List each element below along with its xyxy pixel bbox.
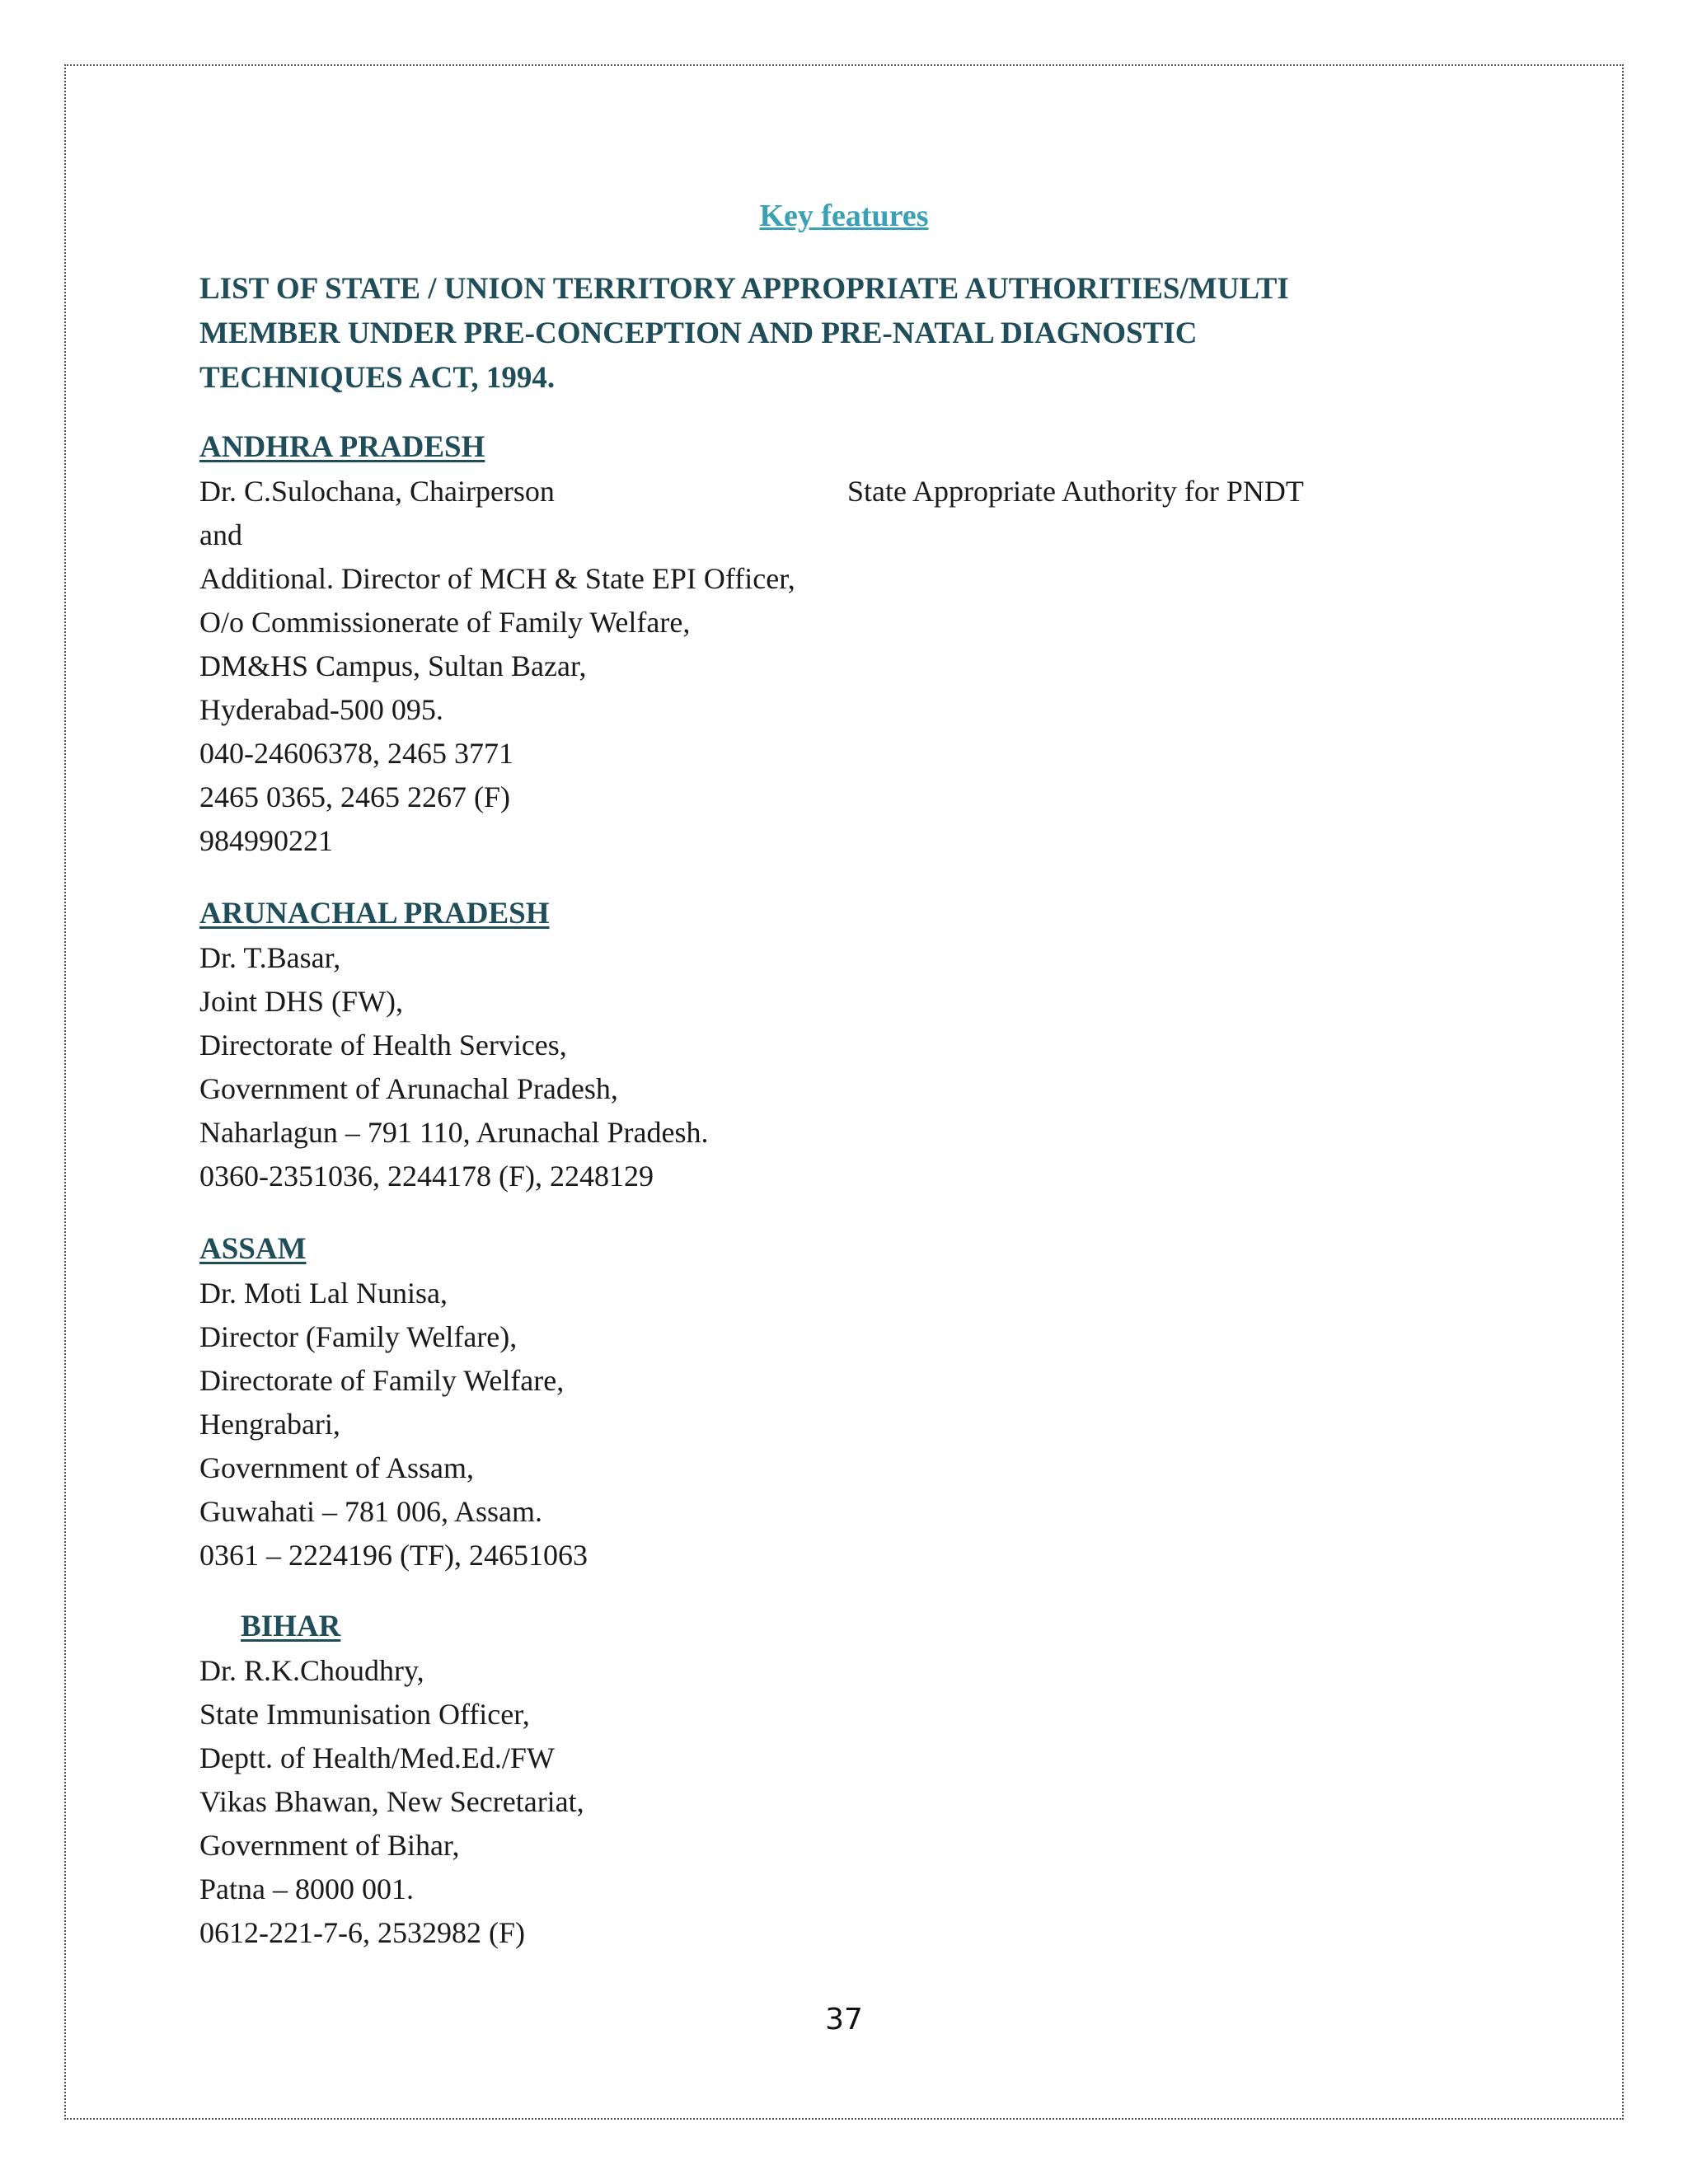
address-line: State Immunisation Officer, [199, 1698, 530, 1731]
section-andhra-pradesh [199, 425, 1436, 863]
address-line: Vikas Bhawan, New Secretariat, [199, 1785, 584, 1818]
address-line: Government of Bihar, [199, 1829, 460, 1862]
key-features-heading: Key features [759, 199, 929, 233]
phone-line: 0612-221-7-6, 2532982 (F) [199, 1916, 525, 1949]
address-line: Joint DHS (FW), [199, 985, 404, 1018]
contact-name: Dr. Moti Lal Nunisa, [199, 1277, 448, 1310]
contact-name: Dr. C.Sulochana, Chairperson [199, 475, 555, 508]
address-line: Deptt. of Health/Med.Ed./FW [199, 1741, 555, 1774]
address-line: and [199, 518, 242, 551]
section-heading: ANDHRA PRADESH [199, 430, 485, 464]
title-line: MEMBER UNDER PRE-CONCEPTION AND PRE-NATAL DIAGNOSTIC [199, 316, 1198, 350]
address-line: Government of Arunachal Pradesh, [199, 1072, 618, 1105]
page-number: 37 [825, 2003, 863, 2036]
phone-line: 040-24606378, 2465 3771 [199, 737, 513, 770]
section-assam [199, 1227, 1436, 1577]
contact-name-row [199, 470, 1436, 513]
address-line: Government of Assam, [199, 1451, 474, 1484]
address-line: Guwahati – 781 006, Assam. [199, 1495, 542, 1528]
address-line: Additional. Director of MCH & State EPI Officer, [199, 562, 795, 595]
address-line: Directorate of Family Welfare, [199, 1364, 565, 1397]
address-line: Hengrabari, [199, 1408, 340, 1441]
phone-line: 0360-2351036, 2244178 (F), 2248129 [199, 1160, 654, 1193]
section-arunachal-pradesh [199, 892, 1436, 1198]
section-heading: ARUNACHAL PRADESH [199, 897, 550, 930]
contact-name: Dr. T.Basar, [199, 941, 341, 974]
section-bihar [199, 1605, 1436, 1955]
address-line: Naharlagun – 791 110, Arunachal Pradesh. [199, 1116, 709, 1149]
title-line: TECHNIQUES ACT, 1994. [199, 361, 556, 395]
contact-role: State Appropriate Authority for PNDT [847, 475, 1304, 508]
contact-name: Dr. R.K.Choudhry, [199, 1654, 424, 1687]
document-title [199, 267, 1436, 401]
address-line: Hyderabad-500 095. [199, 693, 443, 726]
address-line: Patna – 8000 001. [199, 1872, 414, 1905]
address-line: Directorate of Health Services, [199, 1029, 567, 1062]
address-line: O/o Commissionerate of Family Welfare, [199, 606, 691, 639]
address-line: Director (Family Welfare), [199, 1320, 518, 1353]
section-heading: ASSAM [199, 1232, 307, 1266]
phone-line: 0361 – 2224196 (TF), 24651063 [199, 1539, 588, 1572]
phone-line: 984990221 [199, 824, 333, 857]
address-line: DM&HS Campus, Sultan Bazar, [199, 649, 587, 682]
title-line: LIST OF STATE / UNION TERRITORY APPROPRIATE AUTHORITIES/MULTI [199, 272, 1289, 306]
section-heading: BIHAR [241, 1610, 341, 1643]
phone-line: 2465 0365, 2465 2267 (F) [199, 780, 510, 813]
